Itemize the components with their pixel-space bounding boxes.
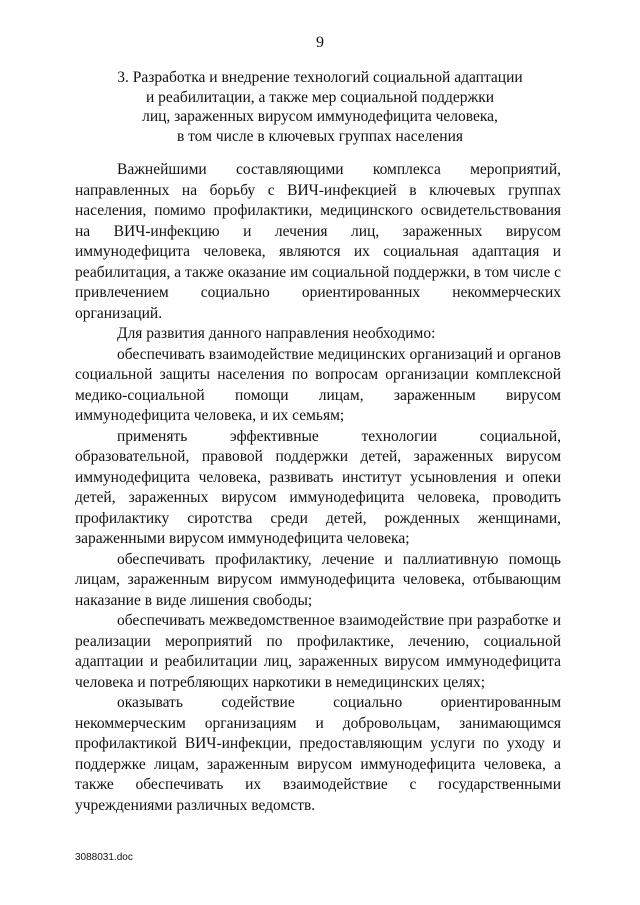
document-body [75, 160, 561, 816]
paragraph: Для развития данного направления необходимо: [117, 325, 436, 342]
file-name-footer: 3088031.doc [75, 852, 133, 863]
page-number: 9 [316, 34, 324, 51]
heading-line: в том числе в ключевых группах населения [176, 127, 464, 145]
heading-line: лиц, зараженных вирусом иммунодефицита человека, [142, 108, 498, 125]
heading-line: и реабилитации, а также мер социальной поддержки [145, 88, 495, 106]
paragraph: обеспечивать профилактику, лечение и паллиативную помощь лицам, зараженным вирусом иммунодефицита человека, отбывающим наказание в виде лишения свободы; [75, 550, 561, 609]
heading-line: 3. Разработка и внедрение технологий социальной адаптации [117, 69, 523, 86]
paragraph: обеспечивать межведомственное взаимодействие при разработке и реализации мероприятий по профилактике, лечению, социальной адаптации и реабилитации лиц, зараженных вирусом иммунодефицита человека и потребляющих наркотики в немедицинских целях; [75, 612, 561, 691]
section-heading [75, 68, 565, 146]
paragraph: оказывать содействие социально ориентированным некоммерческим организациям и добровольцам, занимающимся профилактикой ВИЧ-инфекции, предоставляющим услуги по уходу и поддержке лицам, зараженным вирусом иммунодефицита человека, а также обеспечивать их взаимодействие с государственными учреждениями различных ведомств. [75, 694, 561, 814]
paragraph: Важнейшими составляющими комплекса мероприятий, направленных на борьбу с ВИЧ-инфекцией в ключевых группах населения, помимо профилактики, медицинского освидетельствования на ВИЧ-инфекцию и лечения лиц, зараженных вирусом иммунодефицита человека, являются их социальная адаптация и реабилитация, а также оказание им социальной поддержки, в том числе с привлечением социально ориентированных некоммерческих организаций. [75, 161, 561, 322]
paragraph: обеспечивать взаимодействие медицинских организаций и органов социальной защиты населения по вопросам организации комплексной медико-социальной помощи лицам, зараженным вирусом иммунодефицита человека, и их семьям; [75, 345, 561, 424]
paragraph: применять эффективные технологии социальной, образовательной, правовой поддержки детей, зараженных вирусом иммунодефицита человека, развивать институт усыновления и опеки детей, зараженных вирусом иммунодефицита человека, проводить профилактику сиротства среди детей, рожденных женщинами, зараженными вирусом иммунодефицита человека; [75, 427, 561, 547]
